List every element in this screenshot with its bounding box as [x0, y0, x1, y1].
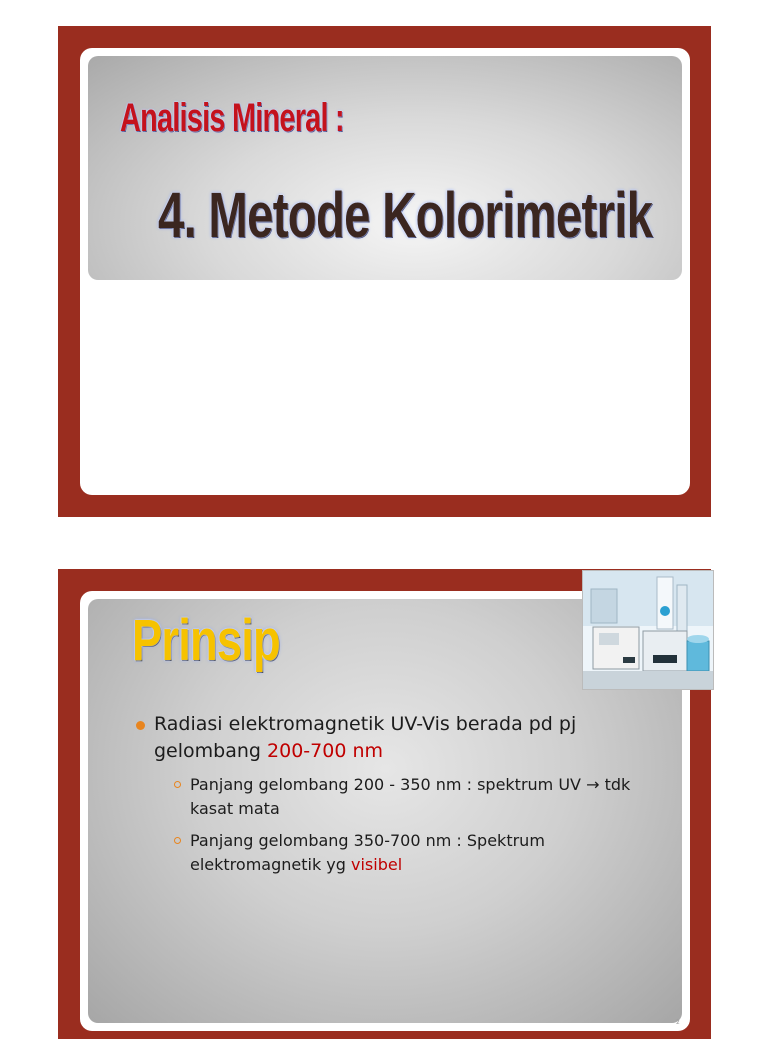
- bullet-dot-icon: [136, 721, 145, 730]
- title-panel: [88, 56, 682, 280]
- sub-bullet-item: [174, 829, 658, 877]
- slide-title-line-2: 4. Metode Kolorimetrik: [158, 179, 653, 251]
- lab-equipment-illustration: [583, 571, 713, 689]
- page-number: 2: [676, 1019, 680, 1026]
- slide-title-line-1: Analisis Mineral :: [120, 96, 344, 140]
- sub-bullet-text: Panjang gelombang 350-700 nm : Spektrum elektromagnetik yg: [190, 831, 545, 874]
- slide-heading: Prinsip: [132, 608, 280, 673]
- laboratory-equipment-photo: [582, 570, 714, 690]
- sub-bullet-ring-icon: [174, 837, 181, 844]
- bullet-list: [138, 711, 658, 877]
- bullet-item: [138, 711, 658, 765]
- slide-1: [58, 26, 711, 517]
- sub-bullet-item: [174, 773, 658, 821]
- sub-bullet-text: Panjang gelombang 200 - 350 nm : spektrum UV → tdk kasat mata: [190, 775, 631, 818]
- slide-1-body: [80, 48, 690, 495]
- bullet-text: Radiasi elektromagnetik UV-Vis berada pd pj gelombang: [154, 713, 577, 762]
- bullet-highlight: 200-700 nm: [267, 740, 383, 762]
- sub-bullet-highlight: visibel: [351, 855, 403, 874]
- sub-bullet-ring-icon: [174, 781, 181, 788]
